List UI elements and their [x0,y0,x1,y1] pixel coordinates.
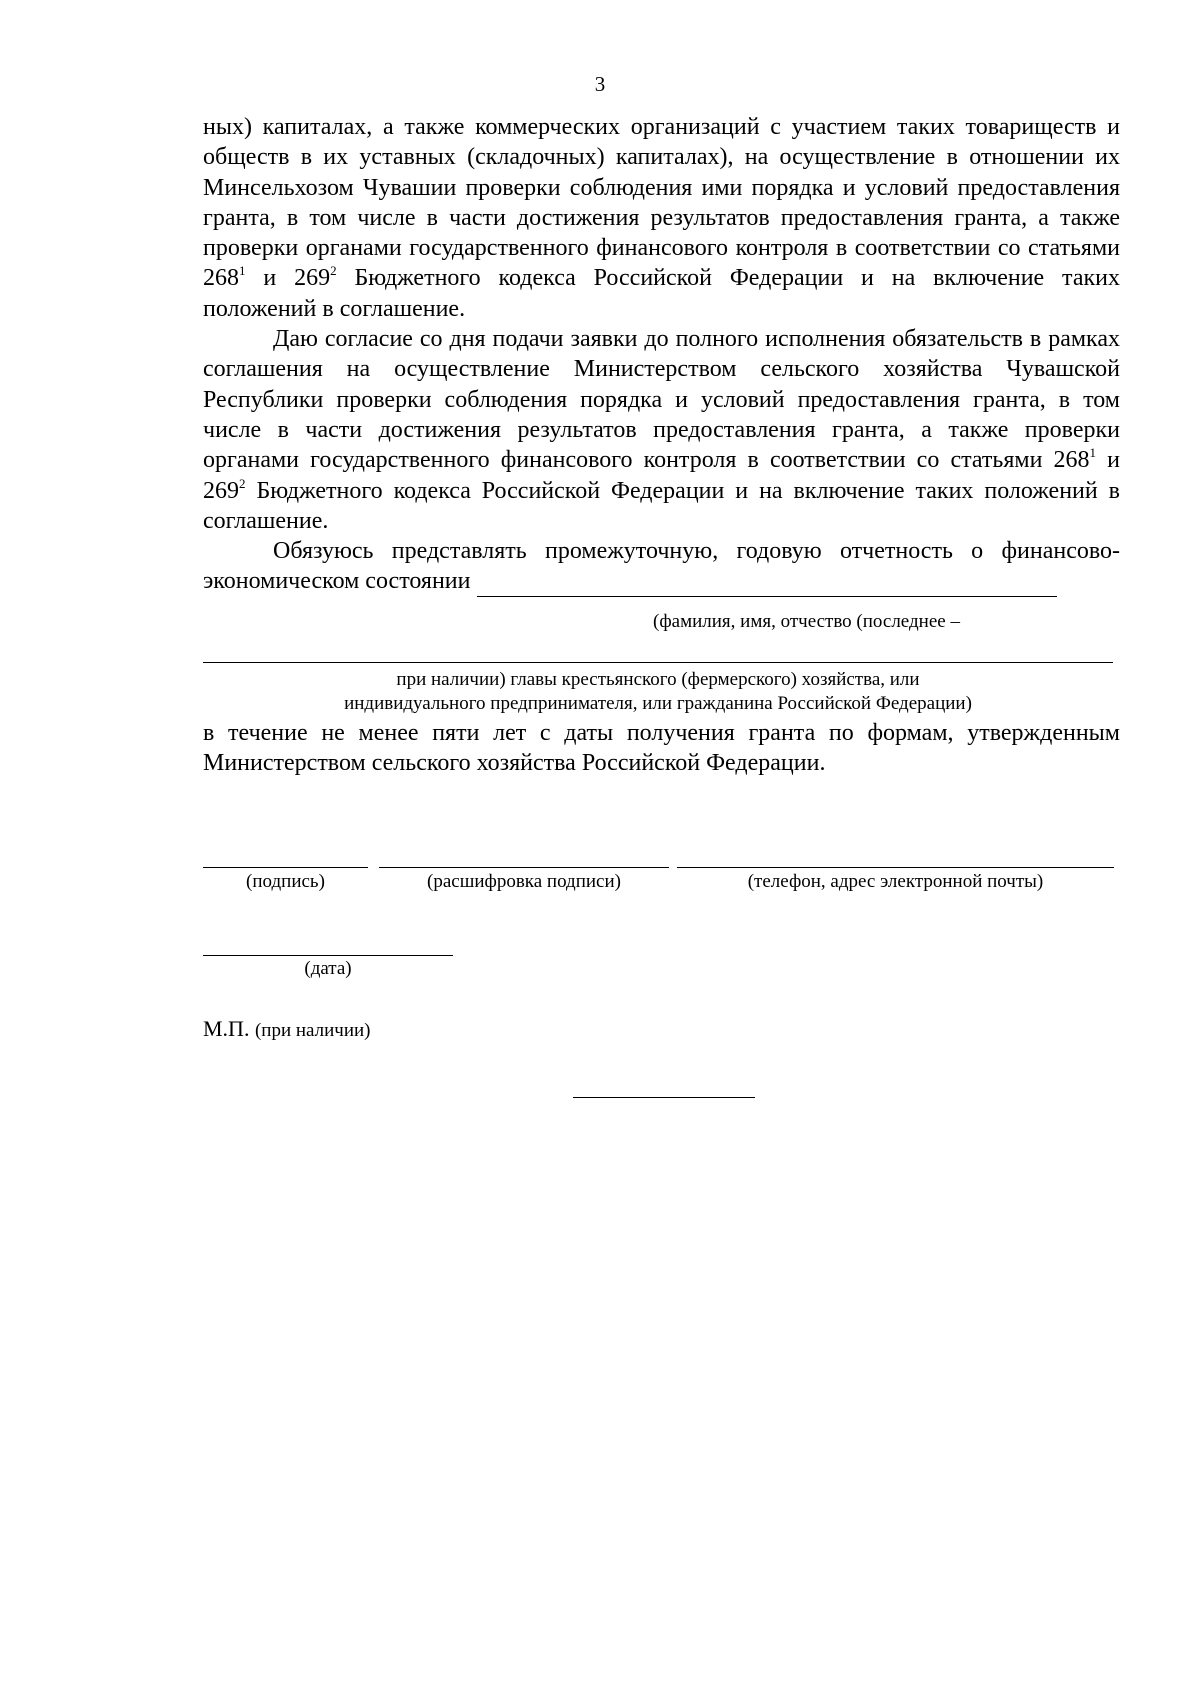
paragraph-text: Даю согласие со дня подачи заявки до полного исполнения обязательств в рамках соглашения на осуществление Министерством сельского хозяйства Чувашской Республики проверки соблюдения порядка и условий предоставления гранта, в том числе в части достижения результатов предоставления гранта, а также проверки органами государственного финансового контроля в соответствии со статьями 268 [203,326,1120,474]
paragraph-text: Бюджетного кодекса Российской Федерации и на включение таких положений в соглашение. [203,265,1120,322]
field-hint-1 [203,610,1120,634]
page-number: 3 [594,72,606,96]
paragraph-text: Бюджетного кодекса Российской Федерации и на включение таких положений в соглашение. [203,477,1120,534]
superscript: 2 [239,475,246,491]
superscript: 1 [1089,445,1097,461]
name-field-line[interactable] [477,572,1057,597]
signature-decoding-label: (расшифровка подписи) [427,871,621,892]
paragraph-text: в течение не менее пяти лет с даты получения гранта по формам, утвержденным Министерством сельского хозяйства Российской Федерации. [203,720,1120,777]
signature-line[interactable] [203,867,368,868]
name-field-line-2[interactable] [203,662,1113,663]
contact-line[interactable] [677,867,1114,868]
field-hint-text: индивидуального предпринимателя, или гражданина Российской Федерации) [344,693,972,714]
stamp-label: М.П. [203,1016,250,1041]
paragraph-text: ных) капиталах, а также коммерческих организаций с участием таких товариществ и обществ в их уставных (складочных) капиталах), на осуществление в отношении их Минсельхозом Чувашии проверки соблюдения ими порядка и условий предоставления гранта, в том числе в части достижения результатов предоставления гранта, а также проверки органами государственного финансового контроля в соответствии со статьями 268 [203,114,1120,292]
paragraph-reporting [203,536,1120,597]
field-hint-text: (фамилия, имя, отчество (последнее – [653,611,960,632]
superscript: 2 [330,263,337,279]
signature-label: (подпись) [246,871,325,892]
date-label: (дата) [304,958,352,979]
paragraph-text: и 269 [245,265,331,292]
superscript: 1 [239,263,246,279]
stamp-note: (при наличии) [254,1020,371,1041]
field-hint-text: при наличии) главы крестьянского (фермерского) хозяйства, или [396,669,920,690]
field-hint-2 [203,668,1113,716]
end-divider [573,1097,755,1098]
date-line[interactable] [203,955,453,956]
paragraph-text: Обязуюсь представлять промежуточную, годовую отчетность о финансово-экономическом состоянии [203,538,1120,595]
contact-label: (телефон, адрес электронной почты) [747,871,1044,892]
main-text [203,112,1120,597]
paragraph-reporting-end [203,718,1120,779]
paragraph-text: и 269 [203,447,1121,504]
stamp-place [203,1016,371,1042]
paragraph-consent [203,324,1120,536]
paragraph-consent-continued [203,112,1120,324]
signature-decoding-line[interactable] [379,867,669,868]
